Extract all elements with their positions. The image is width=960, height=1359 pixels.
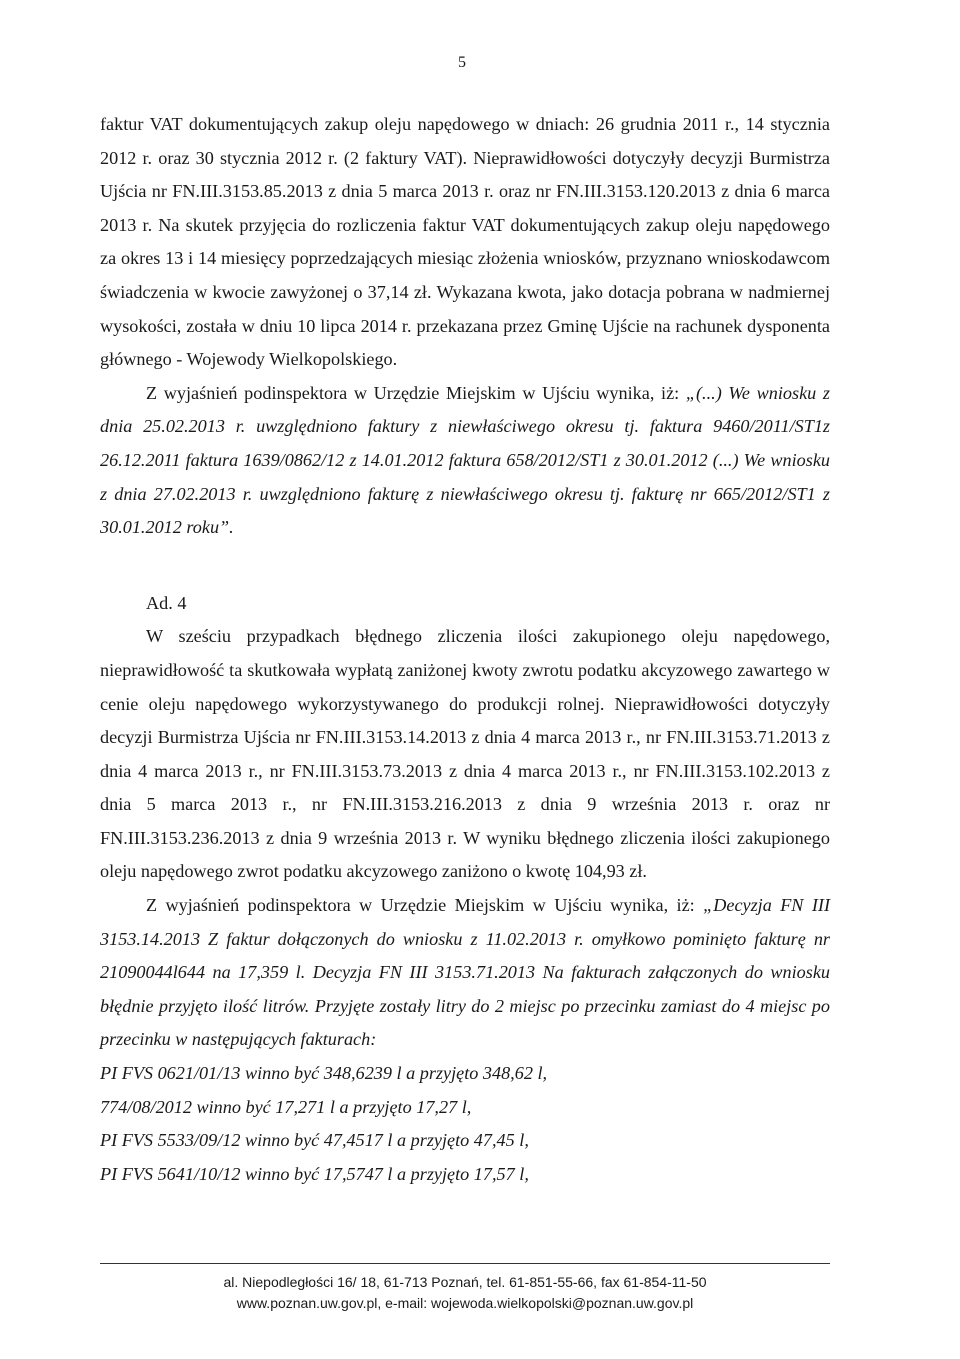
explanation-intro: Z wyjaśnień podinspektora w Urzędzie Miejskim w Ujściu wynika, iż:	[146, 895, 695, 916]
paragraph-2	[100, 377, 830, 545]
invoice-line: PI FVS 5641/10/12 winno być 17,5747 l a przyjęto 17,57 l,	[100, 1163, 529, 1184]
invoice-line: PI FVS 5533/09/12 winno być 47,4517 l a przyjęto 47,45 l,	[100, 1130, 529, 1151]
paragraph-1: faktur VAT dokumentujących zakup oleju napędowego w dniach: 26 grudnia 2011 r., 14 stycznia 2012 r. oraz 30 stycznia 2012 r. (2 faktury VAT). Nieprawidłowości dotyczyły decyzji Burmistrza Ujścia nr FN.III.3153.85.2013 z dnia 5 marca 2013 r. oraz nr FN.III.3153.120.2013 z dnia 6 marca 2013 r. Na skutek przyjęcia do rozliczenia faktur VAT dokumentujących zakup oleju napędowego za okres 13 i 14 miesięcy poprzedzających miesiąc złożenia wniosków, przyznano wnioskodawcom świadczenia w kwocie zawyżonej o 37,14 zł. Wykazana kwota, jako dotacja pobrana w nadmiernej wysokości, została w dniu 10 lipca 2014 r. przekazana przez Gminę Ujście na rachunek dysponenta głównego - Wojewody Wielkopolskiego.	[100, 114, 830, 370]
paragraph-3: W sześciu przypadkach błędnego zliczenia ilości zakupionego oleju napędowego, nieprawidłowość ta skutkowała wypłatą zaniżonej kwoty zwrotu podatku akcyzowego zawartego w cenie oleju napędowego wykorzystywanego do produkcji rolnej. Nieprawidłowości dotyczyły decyzji Burmistrza Ujścia nr FN.III.3153.14.2013 z dnia 4 marca 2013 r., nr FN.III.3153.71.2013 z dnia 4 marca 2013 r., nr FN.III.3153.73.2013 z dnia 4 marca 2013 r., nr FN.III.3153.102.2013 z dnia 5 marca 2013 r., nr FN.III.3153.216.2013 z dnia 9 września 2013 r. oraz nr FN.III.3153.236.2013 z dnia 9 września 2013 r. W wyniku błędnego zliczenia ilości zakupionego oleju napędowego zwrot podatku akcyzowego zaniżono o kwotę 104,93 zł.	[100, 626, 830, 882]
section-heading-ad4: Ad. 4	[146, 592, 187, 613]
invoice-line: PI FVS 0621/01/13 winno być 348,6239 l a przyjęto 348,62 l,	[100, 1063, 548, 1084]
page-number: 5	[458, 54, 466, 71]
invoice-list	[100, 1057, 830, 1191]
invoice-line: 774/08/2012 winno być 17,271 l a przyjęto 17,27 l,	[100, 1096, 472, 1117]
paragraph-4	[100, 889, 830, 1057]
footer-address: al. Niepodległości 16/ 18, 61-713 Poznań, tel. 61-851-55-66, fax 61-854-11-50	[223, 1274, 707, 1290]
explanation-quote: „Decyzja FN III 3153.14.2013 Z faktur dołączonych do wniosku z 11.02.2013 r. omyłkowo pominięto fakturę nr 21090044l644 na 17,359 l. Decyzja FN III 3153.71.2013 Na fakturach załączonych do wniosku błędnie przyjęto ilość litrów. Przyjęte zostały litry do 2 miejsc po przecinku zamiast do 4 miejsc po przecinku w następujących fakturach:	[100, 895, 830, 1050]
footer-contact: www.poznan.uw.gov.pl, e-mail: wojewoda.wielkopolski@poznan.uw.gov.pl	[236, 1295, 694, 1311]
explanation-quote: „(...) We wniosku z dnia 25.02.2013 r. uwzględniono faktury z niewłaściwego okresu tj. faktura 9460/2011/ST1z 26.12.2011 faktura 1639/0862/12 z 14.01.2012 faktura 658/2012/ST1 z 30.01.2012 (...) We wniosku z dnia 27.02.2013 r. uwzględniono fakturę z niewłaściwego okresu tj. fakturę nr 665/2012/ST1 z 30.01.2012 roku”.	[100, 382, 830, 538]
footer-divider	[100, 1263, 830, 1264]
footer	[100, 1272, 830, 1314]
document-body	[100, 108, 830, 1191]
explanation-intro: Z wyjaśnień podinspektora w Urzędzie Miejskim w Ujściu wynika, iż:	[146, 382, 680, 403]
